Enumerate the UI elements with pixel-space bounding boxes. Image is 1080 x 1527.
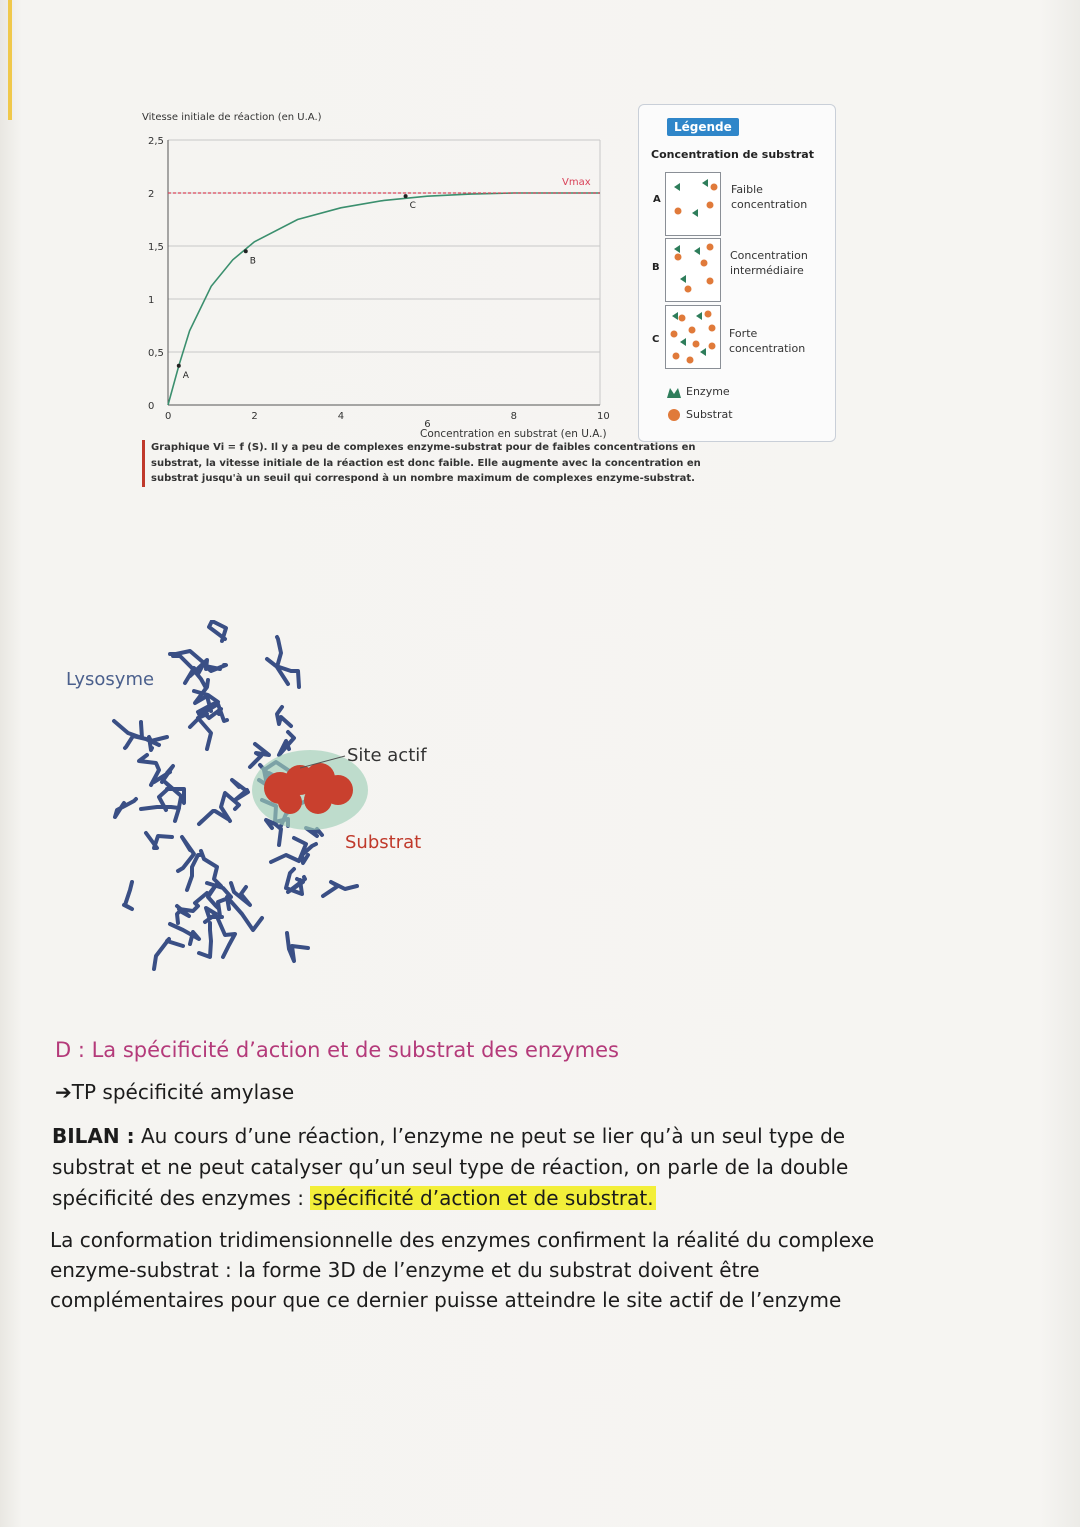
point-label-b: B: [249, 256, 256, 267]
x-tick-label: 8: [510, 411, 517, 422]
tp-amylase-line: ➔TP spécificité amylase: [55, 1080, 295, 1104]
legend-substrat-label: Substrat: [686, 408, 733, 421]
legend-row-text-a: Faible concentration: [731, 183, 808, 211]
legend-subtitle: Concentration de substrat: [651, 148, 814, 161]
intermediate-concentration-illustration: [666, 239, 720, 301]
legend-box-intermediate: [665, 238, 721, 302]
chart-xlabel: Concentration en substrat (en U.A.): [420, 428, 607, 440]
lysosyme-structure-illustration: [90, 620, 390, 980]
bilan-text-1: Au cours d’une réaction, l’enzyme ne peut se lier qu’à un seul type de: [134, 1124, 846, 1148]
legend-row-letter-a: A: [653, 194, 661, 205]
low-concentration-illustration: [666, 173, 720, 235]
chart-ylabel: Vitesse initiale de réaction (en U.A.): [142, 112, 322, 123]
conformation-line-3: complémentaires pour que ce dernier puisse atteindre le site actif de l’enzyme: [50, 1288, 842, 1312]
legend-row-letter-b: B: [652, 262, 660, 273]
chart-axes: [168, 140, 600, 405]
legend-box-low: [665, 172, 721, 236]
point-label-a: A: [182, 370, 189, 381]
legend-enzyme-label: Enzyme: [686, 385, 730, 398]
substrat-label: Substrat: [345, 832, 422, 853]
chart-caption: Graphique Vi = f (S). Il y a peu de complexes enzyme-substrat pour de faibles concentrations en substrat, la vitesse initiale de la réaction est donc faible. Elle augmente avec la concentration en substrat jusqu'à un seuil qui correspond à un nombre maximum de complexes enzyme-substrat.: [142, 440, 711, 487]
y-tick-label: 1: [148, 295, 155, 306]
legend-row-text-b: Concentration intermédiaire: [730, 249, 808, 277]
velocity-chart: [0, 0, 1080, 470]
chart-grid: [168, 140, 600, 405]
lysosyme-label: Lysosyme: [66, 669, 155, 690]
y-tick-label: 2: [148, 189, 155, 200]
legend-badge: Légende: [667, 118, 739, 136]
x-tick-label: 2: [251, 411, 258, 422]
y-tick-label: 0: [148, 401, 155, 412]
x-tick-label: 4: [337, 411, 345, 422]
point-marker-c: [404, 194, 408, 198]
vmax-label: Vmax: [562, 177, 591, 188]
site-actif-label: Site actif: [347, 745, 427, 766]
conformation-line-1: La conformation tridimensionnelle des enzymes confirment la réalité du complexe: [50, 1228, 875, 1252]
point-marker-b: [244, 249, 248, 253]
x-tick-label: 10: [597, 411, 610, 422]
bilan-line-2: substrat et ne peut catalyser qu’un seul type de réaction, on parle de la double: [52, 1155, 849, 1179]
enzyme-icon: [666, 386, 682, 400]
y-tick-label: 2,5: [148, 136, 164, 147]
x-tick-label: 6: [424, 419, 431, 430]
point-marker-a: [177, 364, 181, 368]
legend-row-text-c: Forte concentration: [729, 327, 806, 355]
x-tick-label: 0: [165, 411, 172, 422]
conformation-line-2: enzyme-substrat : la forme 3D de l’enzyme et du substrat doivent être: [50, 1258, 760, 1282]
legend-row-letter-c: C: [652, 334, 660, 345]
chart-points: [177, 194, 416, 381]
legend-box-high: [665, 305, 721, 369]
section-title-d: D : La spécificité d’action et de substrat des enzymes: [55, 1038, 619, 1062]
point-label-c: C: [409, 201, 416, 212]
bilan-highlight: spécificité d’action et de substrat.: [312, 1186, 654, 1210]
bilan-key: BILAN :: [52, 1124, 135, 1148]
bilan-text-3: spécificité des enzymes :: [52, 1186, 311, 1210]
bilan-line-3: [52, 1186, 656, 1210]
high-concentration-illustration: [666, 306, 720, 368]
substrat-icon: [667, 408, 681, 422]
chart-ticks: [148, 136, 610, 430]
bilan-line-1: [52, 1124, 845, 1148]
y-tick-label: 0,5: [148, 348, 164, 359]
y-tick-label: 1,5: [148, 242, 164, 253]
